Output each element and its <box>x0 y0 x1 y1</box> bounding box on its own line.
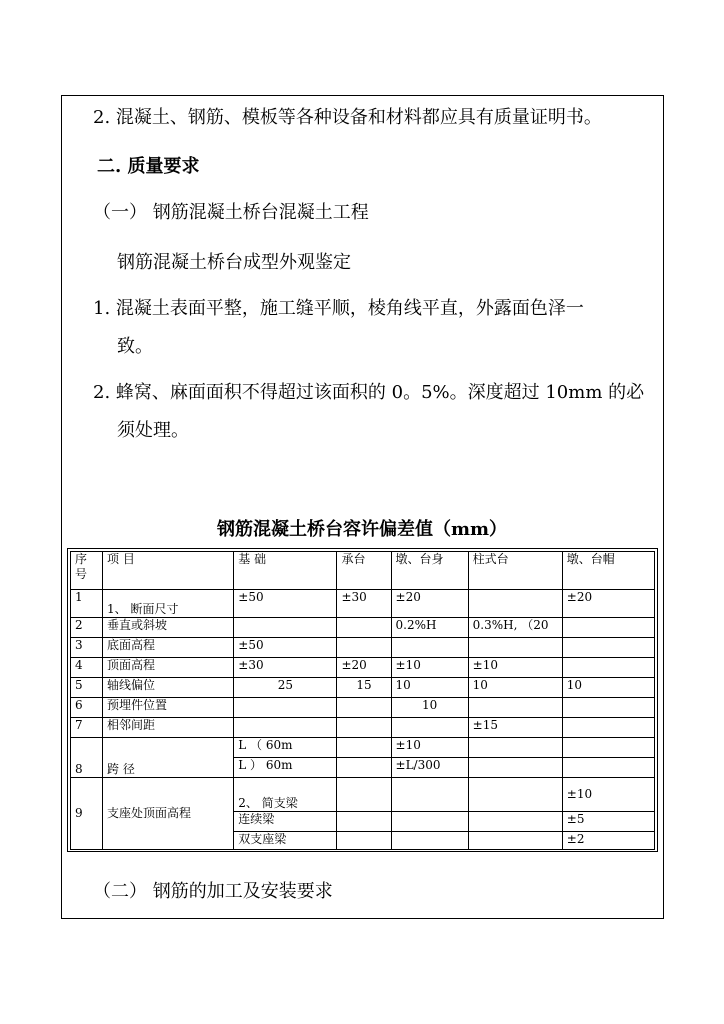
row-item: 支座处顶面高程 <box>103 778 234 850</box>
paragraph-equipment-certificates: 2. 混凝土、钢筋、模板等各种设备和材料都应具有质量证明书。 <box>93 107 602 128</box>
cell-duntaimao: ±2 <box>562 832 654 850</box>
section-heading-quality-requirements: 二. 质量要求 <box>97 156 200 177</box>
cell-jichu: ±30 <box>234 658 337 678</box>
row-number: 2 <box>71 618 103 638</box>
cell-duntaishen <box>391 718 468 738</box>
cell-chengtai <box>337 698 391 718</box>
cell-duntaishen: ±10 <box>391 658 468 678</box>
cell-duntaishen: ±10 <box>391 738 468 758</box>
cell-chengtai: 15 <box>337 678 391 698</box>
cell-empty <box>468 832 562 850</box>
table-row <box>71 678 655 698</box>
cell-zhushitai <box>468 698 562 718</box>
row-item: 1、 断面尺寸 <box>103 590 234 618</box>
cell-empty <box>391 832 468 850</box>
cell-jichu: 25 <box>234 678 337 698</box>
header-cell: 墩、台帽 <box>562 552 654 590</box>
cell-duntaishen: ±L/300 <box>391 758 468 778</box>
cell-empty <box>468 758 562 778</box>
cell-sub-condition: L ） 60m <box>234 758 337 778</box>
table-row <box>71 590 655 618</box>
cell-chengtai: ±30 <box>337 590 391 618</box>
cell-duntaimao: ±5 <box>562 812 654 832</box>
header-cell: 承台 <box>337 552 391 590</box>
row-item: 跨 径 <box>103 738 234 778</box>
row-item: 顶面高程 <box>103 658 234 678</box>
row-item: 预埋件位置 <box>103 698 234 718</box>
cell-chengtai <box>337 638 391 658</box>
row-number: 8 <box>71 738 103 778</box>
row-number: 6 <box>71 698 103 718</box>
cell-jichu <box>234 618 337 638</box>
tolerance-table <box>67 548 658 852</box>
cell-duntaishen: 10 <box>391 678 468 698</box>
cell-empty <box>337 778 391 812</box>
table-header-row <box>71 552 655 590</box>
header-cell: 基 础 <box>234 552 337 590</box>
table-row <box>71 618 655 638</box>
cell-zhushitai: ±10 <box>468 658 562 678</box>
cell-zhushitai: ±15 <box>468 718 562 738</box>
table-row <box>71 718 655 738</box>
row-item: 底面高程 <box>103 638 234 658</box>
cell-empty <box>337 832 391 850</box>
cell-duntaimao: 10 <box>562 678 654 698</box>
row-number: 1 <box>71 590 103 618</box>
cell-empty <box>337 758 391 778</box>
cell-sub-condition: 2、 简支梁 <box>234 778 337 812</box>
cell-empty <box>391 812 468 832</box>
row-item: 相邻间距 <box>103 718 234 738</box>
header-cell: 柱式台 <box>468 552 562 590</box>
table-row <box>71 698 655 718</box>
cell-empty <box>468 738 562 758</box>
cell-empty <box>337 812 391 832</box>
table-row-span <box>71 738 655 758</box>
cell-duntaimao <box>562 658 654 678</box>
cell-chengtai <box>337 618 391 638</box>
cell-duntaimao <box>562 718 654 738</box>
paragraph-honeycomb-limit-cont: 须处理。 <box>117 420 189 441</box>
cell-duntaimao: ±10 <box>562 778 654 812</box>
cell-chengtai: ±20 <box>337 658 391 678</box>
paragraph-honeycomb-limit: 2. 蜂窝、麻面面积不得超过该面积的 0。5%。深度超过 10mm 的必 <box>93 382 645 403</box>
paragraph-appearance-inspection: 钢筋混凝土桥台成型外观鉴定 <box>117 252 351 273</box>
header-cell: 项 目 <box>103 552 234 590</box>
row-number: 5 <box>71 678 103 698</box>
paragraph-surface-flatness: 1. 混凝土表面平整，施工缝平顺，棱角线平直，外露面色泽一 <box>93 298 584 319</box>
cell-duntaishen: ±20 <box>391 590 468 618</box>
cell-zhushitai <box>468 590 562 618</box>
cell-empty <box>337 738 391 758</box>
cell-empty <box>468 812 562 832</box>
row-item: 轴线偏位 <box>103 678 234 698</box>
cell-jichu <box>234 698 337 718</box>
row-number: 7 <box>71 718 103 738</box>
cell-sub-condition: 连续梁 <box>234 812 337 832</box>
paragraph-surface-flatness-cont: 致。 <box>117 336 153 357</box>
cell-duntaimao <box>562 698 654 718</box>
cell-zhushitai <box>468 638 562 658</box>
row-number: 3 <box>71 638 103 658</box>
cell-duntaishen: 0.2%H <box>391 618 468 638</box>
subsection-heading-concrete-works: （一） 钢筋混凝土桥台混凝土工程 <box>93 202 369 223</box>
cell-jichu: ±50 <box>234 638 337 658</box>
cell-zhushitai: 0.3%H, （20 <box>468 618 562 638</box>
cell-duntaishen <box>391 638 468 658</box>
table-row <box>71 638 655 658</box>
cell-zhushitai: 10 <box>468 678 562 698</box>
row-item: 垂直或斜坡 <box>103 618 234 638</box>
cell-empty <box>391 778 468 812</box>
table-row-span <box>71 778 655 812</box>
cell-duntaimao: ±20 <box>562 590 654 618</box>
cell-sub-condition: 双支座梁 <box>234 832 337 850</box>
header-cell: 墩、台身 <box>391 552 468 590</box>
cell-duntaishen: 10 <box>391 698 468 718</box>
cell-empty <box>562 758 654 778</box>
cell-jichu <box>234 718 337 738</box>
cell-empty <box>468 778 562 812</box>
table-row <box>71 658 655 678</box>
row-number: 4 <box>71 658 103 678</box>
cell-duntaimao <box>562 618 654 638</box>
subsection-heading-rebar-processing: （二） 钢筋的加工及安装要求 <box>93 881 333 902</box>
cell-empty <box>562 738 654 758</box>
table-title: 钢筋混凝土桥台容许偏差值（mm） <box>216 519 508 540</box>
row-number: 9 <box>71 778 103 850</box>
cell-chengtai <box>337 718 391 738</box>
cell-sub-condition: L （ 60m <box>234 738 337 758</box>
header-cell: 序号 <box>71 552 103 590</box>
cell-duntaimao <box>562 638 654 658</box>
cell-jichu: ±50 <box>234 590 337 618</box>
